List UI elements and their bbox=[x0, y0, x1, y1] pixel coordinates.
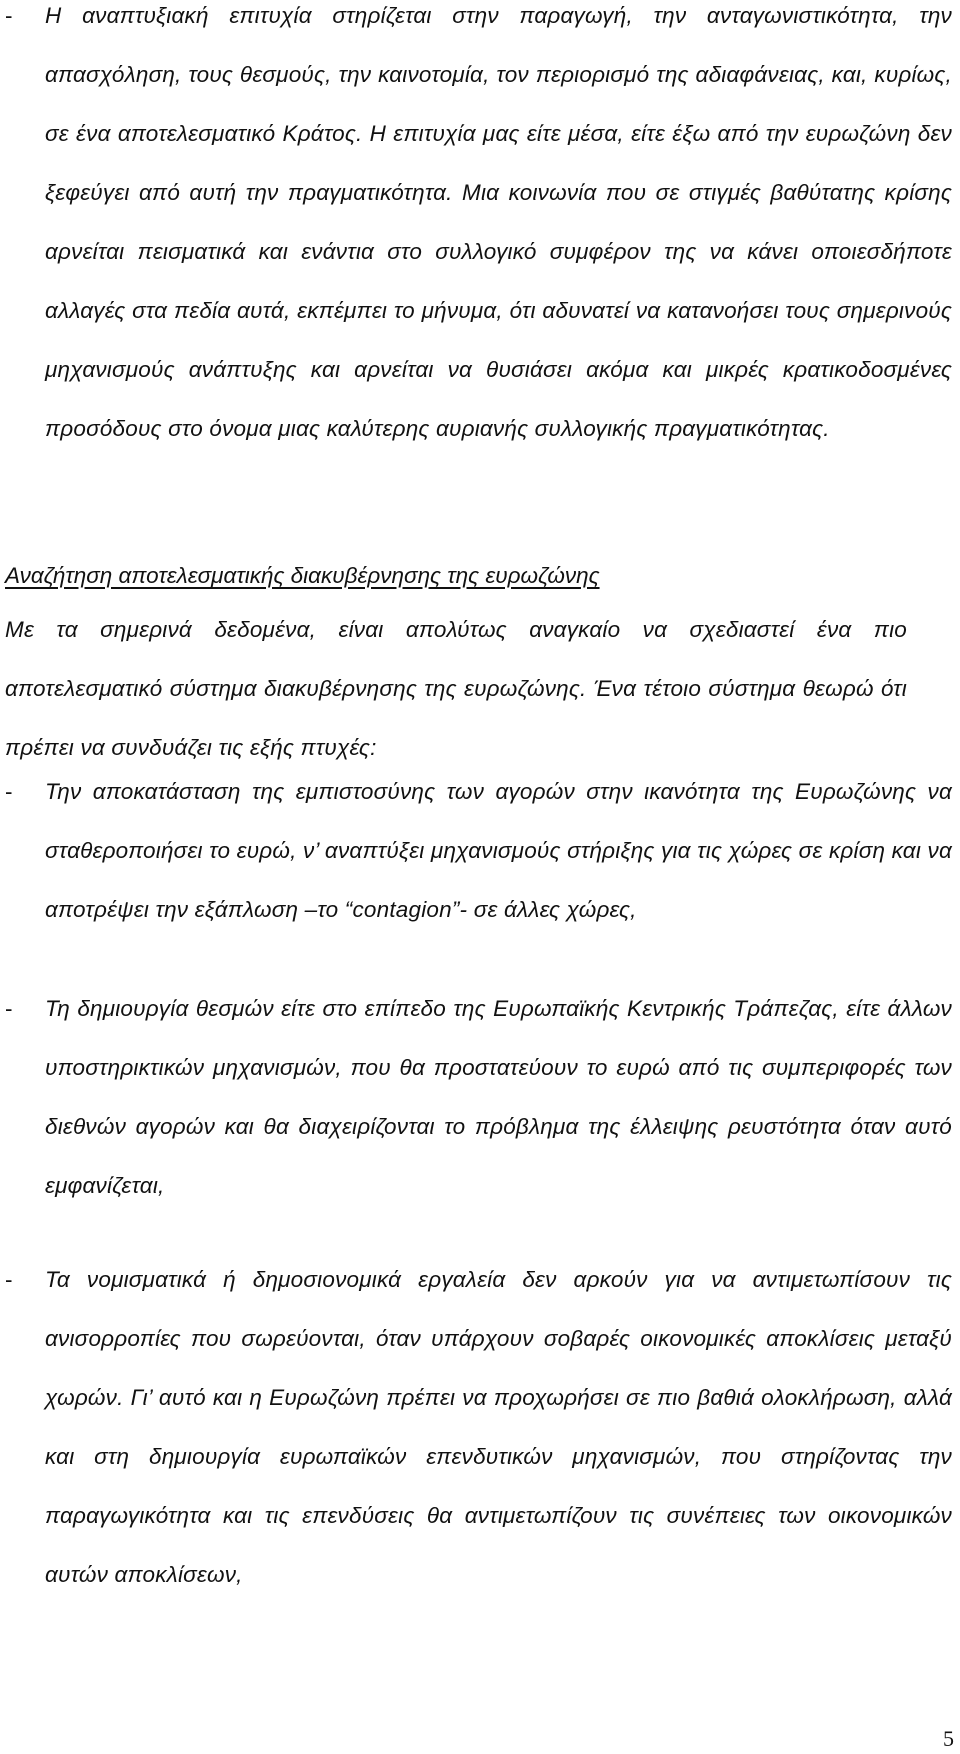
bullet-dash: - bbox=[5, 3, 13, 28]
list-item bbox=[0, 1250, 952, 1604]
bullet-dash: - bbox=[5, 779, 13, 804]
list-item bbox=[0, 979, 952, 1215]
paragraph-text: Η αναπτυξιακή επιτυχία στηρίζεται στην παραγωγή, την ανταγωνιστικότητα, την απασχόληση, τους θεσμούς, την καινοτομία, τον περιορισμό της αδιαφάνειας, και, κυρίως, σε ένα αποτελεσματικό Κράτος. Η επιτυχία μας είτε μέσα, είτε έξω από την ευρωζώνη δεν ξεφεύγει από αυτή την πραγματικότητα. Μια κοινωνία που σε στιγμές βαθύτατης κρίσης αρνείται πεισματικά και ενάντια στο συλλογικό συμφέρον της να κάνει οποιεσδήποτε αλλαγές στα πεδία αυτά, εκπέμπει το μήνυμα, ότι αδυνατεί να κατανοήσει τους σημερινούς μηχανισμούς ανάπτυξης και αρνείται να θυσιάσει ακόμα και μικρές κρατικοδοσμένες προσόδους στο όνομα μιας καλύτερης αυριανής συλλογικής πραγματικότητας. bbox=[45, 3, 952, 441]
bullet-dash: - bbox=[5, 996, 13, 1021]
list-item-text: Τη δημιουργία θεσμών είτε στο επίπεδο της Ευρωπαϊκής Κεντρικής Τράπεζας, είτε άλλων υποστηρικτικών μηχανισμών, που θα προστατεύουν το ευρώ από τις συμπεριφορές των διεθνών αγορών και θα διαχειρίζονται το πρόβλημα της έλλειψης ρευστότητα όταν αυτό εμφανίζεται, bbox=[45, 996, 952, 1198]
section-heading: Αναζήτηση αποτελεσματικής διακυβέρνησης της ευρωζώνης bbox=[5, 563, 600, 588]
intro-paragraph: Με τα σημερινά δεδομένα, είναι απολύτως αναγκαίο να σχεδιαστεί ένα πιο αποτελεσματικό σύστημα διακυβέρνησης της ευρωζώνης. Ένα τέτοιο σύστημα θεωρώ ότι πρέπει να συνδυάζει τις εξής πτυχές: bbox=[5, 617, 907, 760]
section-heading-container bbox=[5, 546, 907, 605]
bullet-dash: - bbox=[5, 1267, 13, 1292]
list-item bbox=[0, 0, 952, 458]
list-item-text: Τα νομισματικά ή δημοσιονομικά εργαλεία δεν αρκούν για να αντιμετωπίσουν τις ανισορροπίες που σωρεύονται, όταν υπάρχουν σοβαρές οικονομικές αποκλίσεις μεταξύ χωρών. Γι’ αυτό και η Ευρωζώνη πρέπει να προχωρήσει σε πιο βαθιά ολοκλήρωση, αλλά και στη δημιουργία ευρωπαϊκών επενδυτικών μηχανισμών, που στηρίζοντας την παραγωγικότητα και τις επενδύσεις θα αντιμετωπίζουν τις συνέπειες των οικονομικών αυτών αποκλίσεων, bbox=[45, 1267, 952, 1587]
page-number: 5 bbox=[943, 1726, 954, 1751]
list-item bbox=[0, 762, 952, 939]
list-item-text: Την αποκατάσταση της εμπιστοσύνης των αγορών στην ικανότητα της Ευρωζώνης να σταθεροποιήσει το ευρώ, ν’ αναπτύξει μηχανισμούς στήριξης για τις χώρες σε κρίση και να αποτρέψει την εξάπλωση –το “contagion”- σε άλλες χώρες, bbox=[45, 779, 952, 922]
